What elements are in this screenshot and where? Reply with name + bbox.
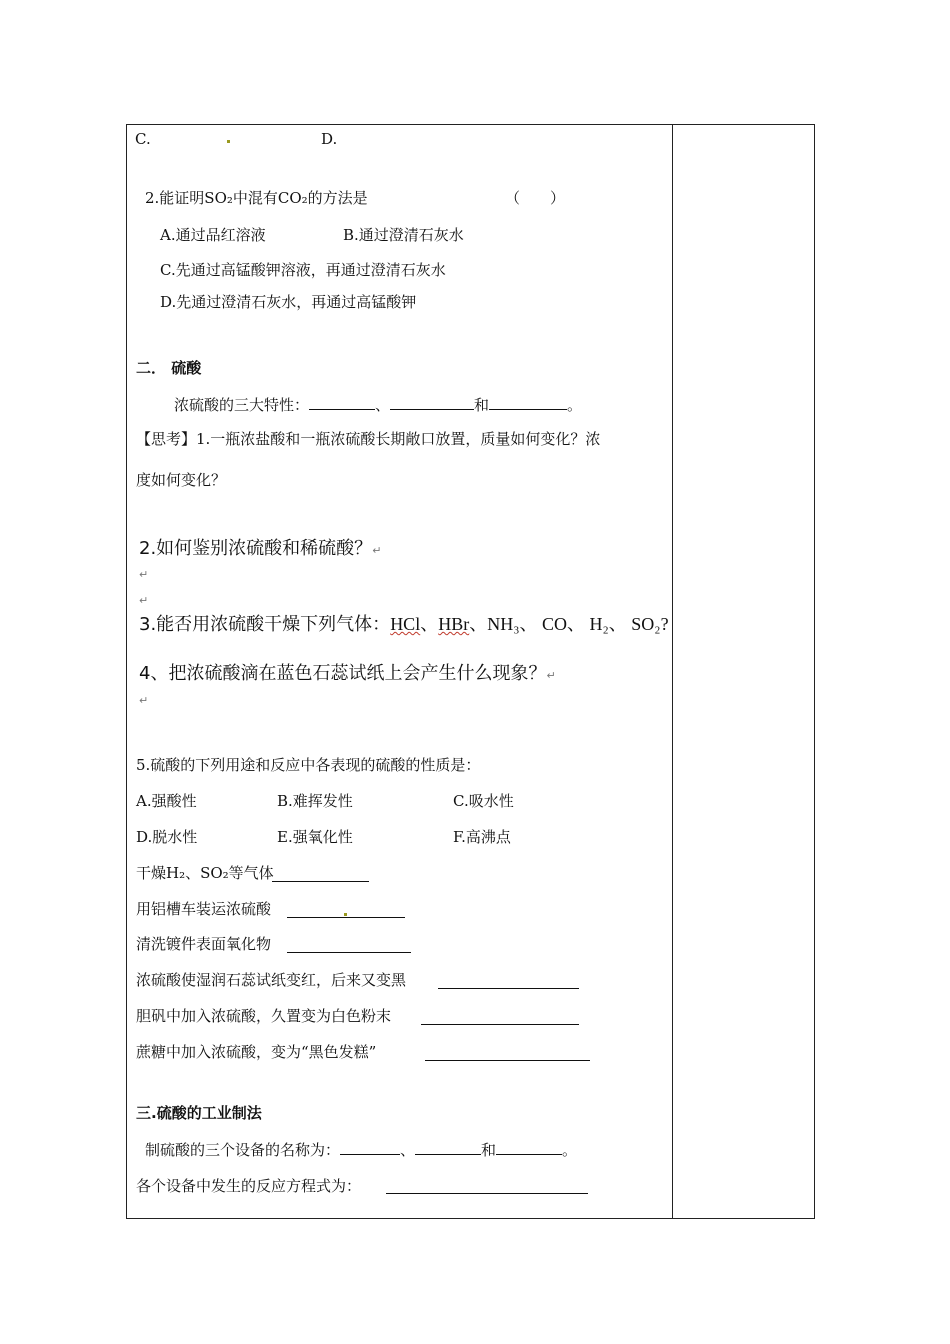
device-blank-1[interactable] bbox=[340, 1140, 400, 1155]
stray-dot bbox=[227, 140, 230, 143]
gas-h2: H₂ bbox=[589, 614, 609, 634]
q5-option-f: F.高沸点 bbox=[453, 828, 511, 846]
q5-option-d: D.脱水性 bbox=[136, 828, 198, 846]
devices-label: 制硫酸的三个设备的名称为： bbox=[145, 1141, 341, 1159]
sep: 、 bbox=[375, 396, 391, 414]
q2-option-d: D.先通过澄清石灰水，再通过高锰酸钾 bbox=[160, 293, 417, 311]
sep: 和 bbox=[481, 1141, 497, 1159]
sep: 和 bbox=[474, 396, 490, 414]
property-blank-1[interactable] bbox=[309, 395, 375, 410]
think-question-1-line1: 【思考】1.一瓶浓盐酸和一瓶浓硫酸长期敞口放置，质量如何变化？浓 bbox=[136, 430, 601, 448]
q2-option-a: A.通过品红溶液 bbox=[160, 226, 266, 244]
q5-option-b: B.难挥发性 bbox=[277, 792, 353, 810]
use-5: 胆矾中加入浓硫酸，久置变为白色粉末 bbox=[136, 1007, 392, 1025]
q5-option-e: E.强氧化性 bbox=[277, 828, 353, 846]
q1-option-c: C. bbox=[135, 130, 151, 148]
use-4-blank[interactable] bbox=[438, 987, 579, 989]
q2-text: 2.如何鉴别浓硫酸和稀硫酸？ bbox=[139, 538, 373, 559]
use-3-blank[interactable] bbox=[287, 951, 411, 953]
device-blank-2[interactable] bbox=[415, 1140, 481, 1155]
return-mark: ↵ bbox=[139, 694, 149, 707]
think-question-3 bbox=[139, 613, 669, 636]
gas-hbr: HBr bbox=[438, 614, 470, 634]
use-1-blank[interactable] bbox=[272, 880, 369, 882]
properties-prompt bbox=[174, 395, 582, 414]
equations-prompt: 各个设备中发生的反应方程式为： bbox=[136, 1177, 362, 1195]
period: 。 bbox=[567, 396, 583, 414]
sep: 、 bbox=[519, 614, 538, 634]
think-question-4 bbox=[139, 663, 556, 687]
use-1: 干燥H₂、SO₂等气体 bbox=[136, 864, 274, 882]
gas-co: CO bbox=[541, 614, 567, 634]
sep: 、 bbox=[400, 1141, 416, 1159]
devices-prompt bbox=[145, 1140, 577, 1159]
gas-hcl: HCl bbox=[390, 614, 421, 634]
q2-answer-paren: （ ） bbox=[505, 189, 566, 207]
gas-so2: SO₂ bbox=[631, 614, 661, 634]
sep: 、 bbox=[608, 614, 627, 634]
use-4: 浓硫酸使湿润石蕊试纸变红，后来又变黑 bbox=[136, 971, 407, 989]
device-blank-3[interactable] bbox=[496, 1140, 562, 1155]
use-3: 清洗镀件表面氧化物 bbox=[136, 935, 272, 953]
think-question-2 bbox=[139, 538, 381, 562]
equations-blank[interactable] bbox=[386, 1192, 588, 1194]
question-mark: ? bbox=[660, 614, 669, 634]
return-mark: ↵ bbox=[546, 669, 556, 682]
q2-option-c: C.先通过高锰酸钾溶液，再通过澄清石灰水 bbox=[160, 261, 446, 279]
section3-heading: 三.硫酸的工业制法 bbox=[136, 1104, 262, 1122]
use-2-blank[interactable] bbox=[287, 916, 405, 918]
use-6-blank[interactable] bbox=[425, 1059, 590, 1061]
properties-label: 浓硫酸的三大特性： bbox=[174, 396, 310, 414]
return-mark: ↵ bbox=[139, 594, 149, 607]
return-mark: ↵ bbox=[139, 568, 149, 581]
q1-option-d: D. bbox=[321, 130, 338, 148]
q3-text: 3.能否用浓硫酸干燥下列气体： bbox=[139, 614, 391, 635]
sep: 、 bbox=[420, 614, 439, 634]
use-2: 用铝槽车装运浓硫酸 bbox=[136, 900, 272, 918]
sep: 、 bbox=[469, 614, 488, 634]
q4-text: 4、把浓硫酸滴在蓝色石蕊试纸上会产生什么现象？ bbox=[139, 663, 547, 684]
return-mark: ↵ bbox=[372, 544, 382, 557]
sep: 、 bbox=[567, 614, 585, 634]
q5-option-c: C.吸水性 bbox=[453, 792, 514, 810]
notes-column-divider bbox=[672, 124, 673, 1219]
property-blank-2[interactable] bbox=[390, 395, 474, 410]
use-6: 蔗糖中加入浓硫酸，变为“黑色发糕” bbox=[136, 1043, 377, 1061]
q2-stem: 2.能证明SO₂中混有CO₂的方法是 bbox=[145, 189, 368, 207]
think-question-1-line2: 度如何变化？ bbox=[136, 471, 227, 489]
q5-stem: 5.硫酸的下列用途和反应中各表现的硫酸的性质是： bbox=[136, 756, 481, 774]
section2-heading: 二． 硫酸 bbox=[136, 359, 202, 377]
use-5-blank[interactable] bbox=[421, 1023, 579, 1025]
property-blank-3[interactable] bbox=[489, 395, 567, 410]
period: 。 bbox=[562, 1141, 578, 1159]
q2-option-b: B.通过澄清石灰水 bbox=[343, 226, 464, 244]
q5-option-a: A.强酸性 bbox=[136, 792, 197, 810]
stray-dot bbox=[344, 913, 347, 916]
gas-nh3: NH₃ bbox=[487, 614, 520, 634]
